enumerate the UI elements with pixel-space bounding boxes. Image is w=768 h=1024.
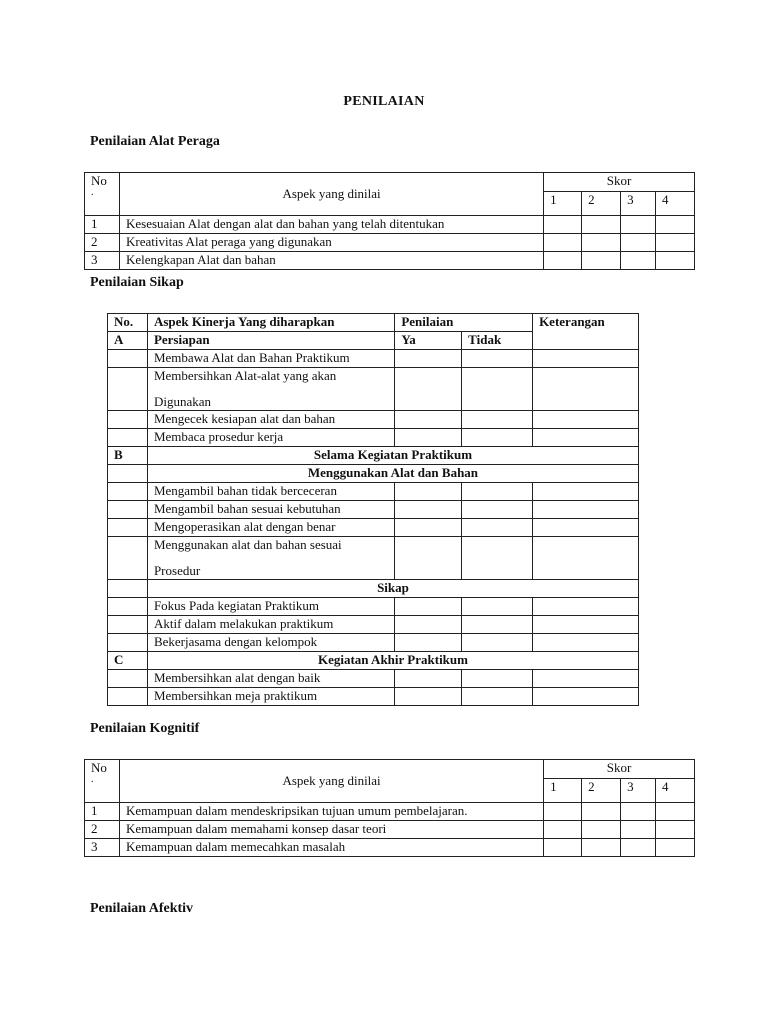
score-cell	[544, 803, 582, 821]
header-no-dot: .	[91, 187, 94, 198]
aspect-item: Mengambil bahan sesuai kebutuhan	[147, 501, 394, 519]
header-aspek: Aspek yang dinilai	[119, 173, 543, 216]
section-sikap-title: Sikap	[147, 580, 638, 598]
table-kognitif	[84, 759, 695, 857]
table-row	[85, 234, 695, 252]
row-aspek: Kemampuan dalam mendeskripsikan tujuan umum pembelajaran.	[119, 803, 543, 821]
aspect-item: Aktif dalam melakukan praktikum	[147, 616, 394, 634]
row-no: 1	[85, 803, 120, 821]
section-heading-afektiv: Penilaian Afektiv	[90, 901, 194, 916]
score-cell	[621, 252, 656, 270]
table-row	[108, 670, 639, 688]
page-title: PENILAIAN	[343, 94, 425, 109]
table-row	[108, 519, 639, 537]
skor-3: 3	[621, 192, 656, 216]
score-cell	[621, 839, 656, 857]
table-row	[85, 839, 695, 857]
row-no: 1	[85, 216, 120, 234]
header-tidak: Tidak	[462, 332, 533, 350]
table-row	[108, 429, 639, 447]
skor-4: 4	[656, 779, 695, 803]
score-cell	[656, 252, 695, 270]
aspect-item: Menggunakan alat dan bahan sesuai Prosedur	[147, 537, 394, 580]
table-row	[108, 368, 639, 411]
score-cell	[582, 234, 621, 252]
table-row	[108, 537, 639, 580]
section-b-title: Selama Kegiatan Praktikum	[147, 447, 638, 465]
section-b-subtitle: Menggunakan Alat dan Bahan	[147, 465, 638, 483]
skor-4: 4	[656, 192, 695, 216]
header-aspek: Aspek yang dinilai	[119, 760, 543, 803]
aspect-item: Mengoperasikan alat dengan benar	[147, 519, 394, 537]
aspect-item: Membaca prosedur kerja	[147, 429, 394, 447]
score-cell	[544, 839, 582, 857]
score-cell	[621, 803, 656, 821]
table-sikap	[107, 313, 639, 706]
row-aspek: Kesesuaian Alat dengan alat dan bahan yang telah ditentukan	[119, 216, 543, 234]
score-cell	[656, 839, 695, 857]
score-cell	[621, 216, 656, 234]
section-heading-sikap: Penilaian Sikap	[90, 275, 184, 290]
aspect-item: Membawa Alat dan Bahan Praktikum	[147, 350, 394, 368]
aspect-item: Membersihkan Alat-alat yang akan Digunakan	[147, 368, 394, 411]
score-cell	[582, 216, 621, 234]
score-cell	[656, 803, 695, 821]
table-row	[85, 252, 695, 270]
aspect-item: Membersihkan alat dengan baik	[147, 670, 394, 688]
table-row	[108, 483, 639, 501]
header-ya: Ya	[395, 332, 462, 350]
section-c-title: Kegiatan Akhir Praktikum	[147, 652, 638, 670]
aspect-item: Mengambil bahan tidak berceceran	[147, 483, 394, 501]
skor-2: 2	[582, 192, 621, 216]
score-cell	[656, 821, 695, 839]
table-row	[108, 616, 639, 634]
table-alat-peraga	[84, 172, 695, 270]
row-no: 2	[85, 234, 120, 252]
table-row	[108, 688, 639, 706]
section-heading-kognitif: Penilaian Kognitif	[90, 721, 200, 736]
row-aspek: Kelengkapan Alat dan bahan	[119, 252, 543, 270]
score-cell	[544, 234, 582, 252]
header-skor: Skor	[544, 760, 695, 779]
skor-1: 1	[544, 192, 582, 216]
table-row	[108, 350, 639, 368]
aspect-item: Membersihkan meja praktikum	[147, 688, 394, 706]
row-aspek: Kreativitas Alat peraga yang digunakan	[119, 234, 543, 252]
aspect-item: Mengecek kesiapan alat dan bahan	[147, 411, 394, 429]
row-no: 3	[85, 839, 120, 857]
aspect-item: Bekerjasama dengan kelompok	[147, 634, 394, 652]
header-aspek-kinerja: Aspek Kinerja Yang diharapkan	[147, 314, 394, 332]
table-row	[108, 598, 639, 616]
skor-2: 2	[582, 779, 621, 803]
score-cell	[621, 821, 656, 839]
row-no: 3	[85, 252, 120, 270]
score-cell	[544, 216, 582, 234]
score-cell	[582, 821, 621, 839]
header-keterangan: Keterangan	[533, 314, 639, 350]
score-cell	[582, 839, 621, 857]
table-row	[85, 216, 695, 234]
header-no: No.	[108, 314, 148, 332]
table-row	[108, 634, 639, 652]
section-b-label: B	[108, 447, 148, 465]
header-no: No .	[85, 173, 120, 216]
table-row	[108, 501, 639, 519]
header-penilaian: Penilaian	[395, 314, 533, 332]
header-no-dot: .	[91, 774, 94, 785]
row-aspek: Kemampuan dalam memahami konsep dasar teori	[119, 821, 543, 839]
score-cell	[656, 234, 695, 252]
score-cell	[544, 821, 582, 839]
skor-1: 1	[544, 779, 582, 803]
section-a-label: A	[108, 332, 148, 350]
aspect-item: Fokus Pada kegiatan Praktikum	[147, 598, 394, 616]
section-heading-alat-peraga: Penilaian Alat Peraga	[90, 134, 220, 149]
table-row	[108, 411, 639, 429]
table-row	[85, 803, 695, 821]
section-a-title: Persiapan	[147, 332, 394, 350]
section-c-label: C	[108, 652, 148, 670]
table-row	[85, 821, 695, 839]
header-no: No .	[85, 760, 120, 803]
score-cell	[582, 252, 621, 270]
row-no: 2	[85, 821, 120, 839]
header-skor: Skor	[544, 173, 695, 192]
score-cell	[544, 252, 582, 270]
score-cell	[582, 803, 621, 821]
score-cell	[656, 216, 695, 234]
skor-3: 3	[621, 779, 656, 803]
score-cell	[621, 234, 656, 252]
row-aspek: Kemampuan dalam memecahkan masalah	[119, 839, 543, 857]
